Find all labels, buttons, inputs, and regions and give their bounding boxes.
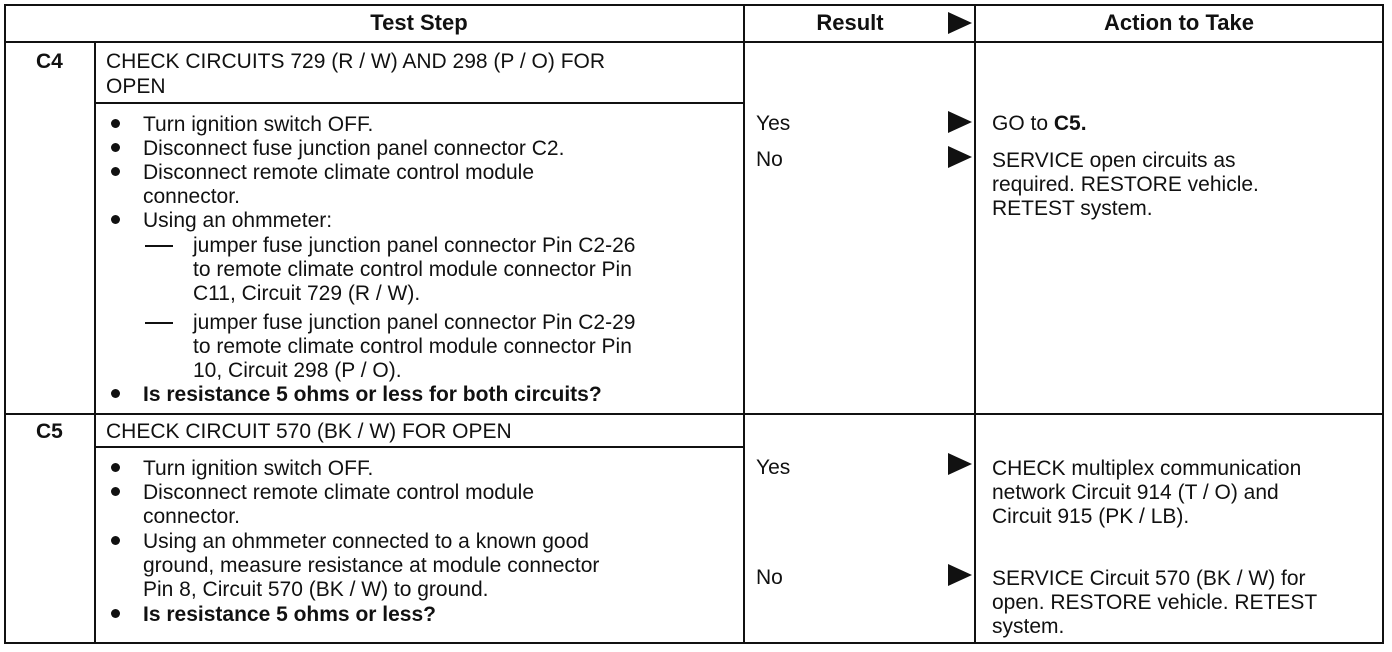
c4-action-yes-target: C5.	[1053, 112, 1087, 135]
c4-title-divider	[94, 102, 744, 104]
c4-step-4: Using an ohmmeter:	[143, 209, 333, 232]
c4-action-yes-prefix: GO to	[992, 112, 1054, 135]
c5-step-1: Turn ignition switch OFF.	[143, 457, 374, 480]
bullet-icon	[111, 389, 120, 398]
c5-result-yes: Yes	[756, 456, 791, 479]
c4-substep-1c: C11, Circuit 729 (R / W).	[193, 282, 421, 305]
c4-step-2: Disconnect fuse junction panel connector C2.	[143, 137, 565, 160]
c4-step-1: Turn ignition switch OFF.	[143, 113, 374, 136]
step-id-divider	[94, 41, 96, 642]
c4-title-line2: OPEN	[106, 75, 166, 98]
c5-action-yes-line1: CHECK multiplex communication	[992, 457, 1302, 480]
c5-title-divider	[94, 446, 744, 448]
result-action-divider	[974, 4, 976, 642]
c5-action-yes-line2: network Circuit 914 (T / O) and	[992, 481, 1279, 504]
header-test-step: Test Step	[370, 10, 468, 35]
c4-result-no: No	[756, 148, 783, 171]
c4-substep-2b: to remote climate control module connector Pin	[193, 335, 632, 358]
bullet-icon	[111, 487, 120, 496]
bullet-icon	[111, 143, 120, 152]
c4-action-yes	[992, 112, 1087, 136]
c5-action-no-line3: system.	[992, 615, 1065, 638]
c4-action-no-line1: SERVICE open circuits as	[992, 149, 1236, 172]
header-action: Action to Take	[1104, 10, 1254, 35]
bullet-icon	[111, 215, 120, 224]
c4-yes-arrow-icon	[948, 111, 972, 133]
dash-icon	[145, 245, 173, 247]
bullet-icon	[111, 463, 120, 472]
c4-substep-1a: jumper fuse junction panel connector Pin C2-26	[193, 234, 636, 257]
c4-c5-divider	[4, 413, 1384, 415]
c5-step-3a: Using an ohmmeter connected to a known good	[143, 530, 589, 553]
c4-action-no-line3: RETEST system.	[992, 197, 1153, 220]
c4-substep-1b: to remote climate control module connector Pin	[193, 258, 632, 281]
c5-step-2a: Disconnect remote climate control module	[143, 481, 535, 504]
bullet-icon	[111, 167, 120, 176]
c4-title-line1: CHECK CIRCUITS 729 (R / W) AND 298 (P / O) FOR	[106, 50, 606, 73]
bullet-icon	[111, 119, 120, 128]
c4-substep-2a: jumper fuse junction panel connector Pin C2-29	[193, 311, 636, 334]
c5-action-no-line2: open. RESTORE vehicle. RETEST	[992, 591, 1318, 614]
bullet-icon	[111, 609, 120, 618]
c4-step-3a: Disconnect remote climate control module	[143, 161, 535, 184]
header-divider	[4, 41, 1384, 43]
c5-action-yes-line3: Circuit 915 (PK / LB).	[992, 505, 1190, 528]
bullet-icon	[111, 536, 120, 545]
c4-substep-2c: 10, Circuit 298 (P / O).	[193, 359, 402, 382]
c5-yes-arrow-icon	[948, 453, 972, 475]
dash-icon	[145, 322, 173, 324]
c5-result-no: No	[756, 566, 783, 589]
c4-action-no-line2: required. RESTORE vehicle.	[992, 173, 1259, 196]
c4-step-id: C4	[36, 50, 63, 73]
c5-step-2b: connector.	[143, 505, 240, 528]
step-result-divider	[743, 4, 745, 642]
c4-step-3b: connector.	[143, 185, 240, 208]
c5-action-no-line1: SERVICE Circuit 570 (BK / W) for	[992, 567, 1306, 590]
c5-step-3c: Pin 8, Circuit 570 (BK / W) to ground.	[143, 578, 489, 601]
c4-result-yes: Yes	[756, 112, 791, 135]
c5-step-id: C5	[36, 420, 63, 443]
c4-question: Is resistance 5 ohms or less for both circuits?	[143, 383, 602, 406]
c5-step-3b: ground, measure resistance at module connector	[143, 554, 600, 577]
c5-question: Is resistance 5 ohms or less?	[143, 603, 436, 626]
header-result: Result	[816, 10, 884, 35]
c5-no-arrow-icon	[948, 564, 972, 586]
c4-no-arrow-icon	[948, 146, 972, 168]
header-arrow-icon	[948, 12, 972, 34]
c5-title: CHECK CIRCUIT 570 (BK / W) FOR OPEN	[106, 420, 512, 443]
